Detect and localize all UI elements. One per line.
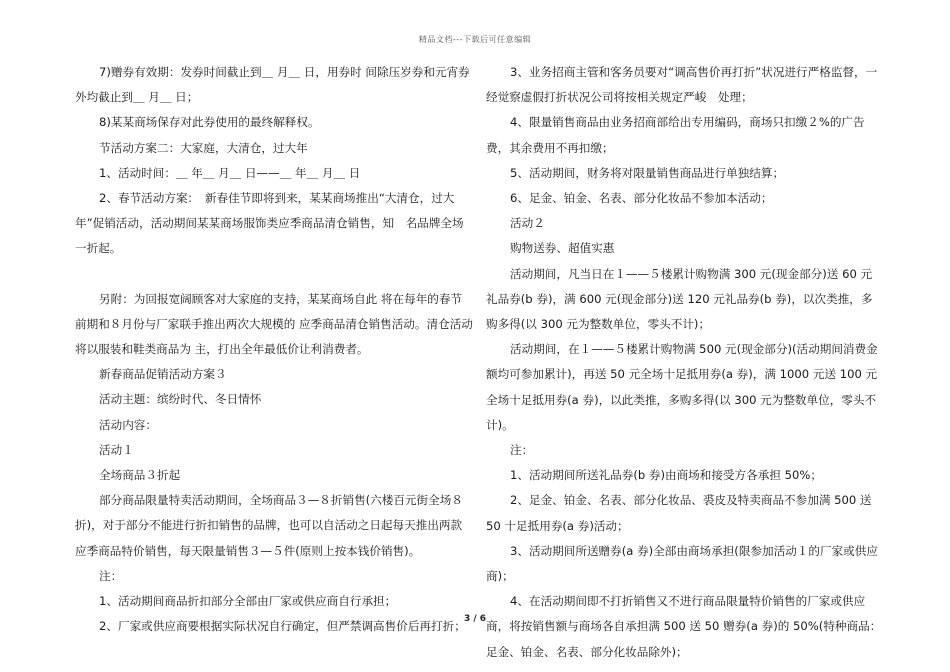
right-column xyxy=(486,60,882,665)
page-header: 精品文档---下载后可任意编辑 xyxy=(418,35,532,44)
paragraph: 1、活动时间：＿ 年＿ 月＿ 日——＿ 年＿ 月＿ 日 xyxy=(99,165,361,180)
paragraph: 7)赠券有效期：发券时间截止到＿ 月＿ 日，用券时 间除压岁券和元宵券外均截止到＿ 月＿ 日； xyxy=(75,65,470,105)
paragraph: 6、足金、铂金、名表、部分化妆品不参加本活动； xyxy=(510,191,773,206)
paragraph: 新春商品促销活动方案３ xyxy=(99,367,227,382)
paragraph: 节活动方案二：大家庭，大清仓，过大年 xyxy=(99,140,308,155)
paragraph: 1、活动期间所送礼品券(b 券)由商场和接受方各承担 50%； xyxy=(510,468,822,483)
paragraph: 全场商品３折起 xyxy=(99,468,181,483)
paragraph: 活动期间，在１——５楼累计购物满 500 元(现金部分)(活动期间消费金额均可参加累计)，再送 50 元全场十足抵用券(a 券)，满 1000 元送 100 元全场十足抵用券(a 券)，以此类推，多购多得(以 300 元为整数单位，零头不计)。 xyxy=(486,342,878,432)
paragraph: 注： xyxy=(510,443,534,458)
paragraph: 活动期间，凡当日在１——５楼累计购物满 300 元(现金部分)送 60 元礼品券(b 券)，满 600 元(现金部分)送 120 元礼品券(b 券)，以次类推，多购多得(以 300 元为整数单位，零头不计)； xyxy=(486,266,873,332)
paragraph: 注： xyxy=(99,568,123,583)
paragraph: 购物送券、超值实惠 xyxy=(510,241,615,256)
paragraph: 1、活动期间商品折扣部分全部由厂家或供应商自行承担； xyxy=(99,594,397,609)
paragraph: 活动主题：缤纷时代、冬日情怀 xyxy=(99,392,262,407)
paragraph: 部分商品限量特卖活动期间，全场商品３—８折销售(六楼百元街全场８折)，对于部分不能进行折扣销售的品牌，也可以自活动之日起每天推出两款应季商品特价销售，每天限量销售３—５件(原则上按本钱价销售)。 xyxy=(75,493,463,558)
left-column xyxy=(75,60,473,639)
paragraph: 8)某某商场保存对此券使用的最终解释权。 xyxy=(99,115,320,130)
paragraph: 3、业务招商主管和客务员要对“调高售价再打折”状况进行严格监督，一经觉察虚假打折状况公司将按相关规定严峻 处理； xyxy=(486,65,878,105)
paragraph: 3、活动期间所送赠券(a 券)全部由商场承担(限参加活动１的厂家或供应商)； xyxy=(486,543,878,584)
paragraph: 活动２ xyxy=(510,216,545,231)
paragraph: 2、春节活动方案： 新春佳节即将到来，某某商场推出“大清仓，过大年”促销活动，活动期间某某商场服饰类应季商品清仓销售，知 名品牌全场一折起。 xyxy=(75,191,464,256)
page-number: 3 / 6 xyxy=(463,614,487,624)
paragraph: 活动１ xyxy=(99,442,134,457)
paragraph: 4、限量销售商品由业务招商部给出专用编码，商场只扣缴２%的广告费，其余费用不再扣缴； xyxy=(486,115,865,155)
paragraph: 4、在活动期间即不打折销售又不进行商品限量特价销售的厂家或供应商，将按销售额与商场各自承担满 500 送 50 赠券(a 券)的 50%(特种商品：足金、铂金、名表、部分化妆品除外)； xyxy=(486,594,882,659)
paragraph: 活动内容： xyxy=(99,417,157,432)
paragraph: 5、活动期间，财务将对限量销售商品进行单独结算； xyxy=(510,165,785,180)
paragraph: 另附：为回报宽阔顾客对大家庭的支持，某某商场自此 将在每年的春节前期和８月份与厂家联手推出两次大规模的 应季商品清仓销售活动。清仓活动将以服装和鞋类商品为 主，打出全年最低价让利消费者。 xyxy=(75,291,473,357)
paragraph: 2、厂家或供应商要根据实际状况自行确定，但严禁调高售价后再打折； xyxy=(99,619,466,634)
paragraph: 2、足金、铂金、名表、部分化妆品、裘皮及特卖商品不参加满 500 送 50 十足抵用券(a 券)活动； xyxy=(486,493,876,533)
